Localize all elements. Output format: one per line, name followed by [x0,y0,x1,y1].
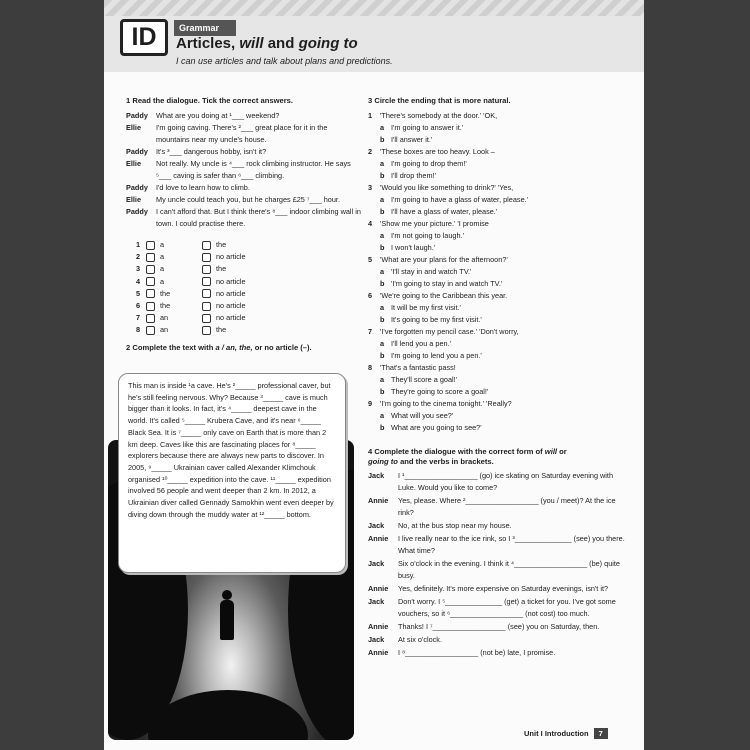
answer-option-a[interactable] [368,338,630,350]
option-b-label: the [216,325,227,335]
question-line [368,110,630,122]
answer-text: I'm going to answer it.' [391,123,464,132]
answer-text: I won't laugh.' [391,243,436,252]
speaker-name: Paddy [126,147,148,156]
option-row [136,300,361,312]
tick-box-b[interactable] [202,253,211,262]
dialogue-text: I can't afford that. But I think there's ⁸___ indoor climbing wall in town. I could practise there. [156,207,361,228]
answer-option-a[interactable] [368,122,630,134]
speaker-name: Paddy [126,111,148,120]
option-number: 1 [136,240,141,250]
tick-box-b[interactable] [202,314,211,323]
heading-part: 4 Complete the dialogue with the correct form of [368,447,545,456]
answer-option-b[interactable] [368,242,630,254]
dialogue-text: I'm going caving. There's ²___ great place for it in the mountains near my uncle's house. [156,123,328,144]
question-line [368,146,630,158]
question-text: 'There's somebody at the door.' 'OK, [380,111,498,120]
dialogue-text: Thanks! I ⁷__________________ (see) you on Saturday, then. [398,622,600,631]
exercise-1-heading: 1 Read the dialogue. Tick the correct answers. [126,96,293,105]
option-letter: a [380,303,385,312]
dialogue-line [126,122,361,146]
question-number: 2 [368,147,373,156]
speaker-name: Annie [368,648,389,657]
option-letter: b [380,387,385,396]
speaker-name: Jack [368,559,385,568]
answer-option-b[interactable] [368,386,630,398]
option-number: 7 [136,313,141,323]
dialogue-line [368,558,630,582]
speaker-name: Jack [368,635,385,644]
dialogue-line [368,583,630,595]
answer-text: I'm going to have a glass of water, please.' [391,195,529,204]
heading-part: or [557,447,567,456]
option-b-label: no article [216,276,246,286]
dialogue-line [126,158,361,182]
tick-box-a[interactable] [146,241,155,250]
question-number: 4 [368,219,373,228]
tick-box-b[interactable] [202,241,211,250]
answer-option-b[interactable] [368,314,630,326]
dialogue-text: It's ³___ dangerous hobby, isn't it? [156,147,267,156]
tick-box-a[interactable] [146,326,155,335]
answer-option-b[interactable] [368,350,630,362]
question-line [368,398,630,410]
question-number: 9 [368,399,373,408]
answer-text: What are you going to see?' [391,423,482,432]
speaker-name: Paddy [126,183,148,192]
answer-option-b[interactable] [368,206,630,218]
dialogue-text: No, at the bus stop near my house. [398,521,512,530]
option-a [146,288,202,300]
exercise-1 [126,95,361,357]
option-b [202,251,246,263]
heading-part: will [544,447,558,456]
option-letter: a [380,159,385,168]
dialogue-line [126,182,361,194]
exercise-1-options [136,239,361,337]
option-b [202,312,246,324]
question-text: 'What are your plans for the afternoon?' [380,255,508,264]
option-b [202,288,246,300]
question-number: 8 [368,363,373,372]
option-row [136,251,361,263]
option-a-label: a [160,240,165,250]
option-b [202,300,246,312]
option-row [136,312,361,324]
option-b [202,239,226,251]
title-part: Articles, [176,35,240,52]
option-letter: b [380,135,385,144]
exercise-2-heading [126,342,361,354]
answer-text: It will be my first visit.' [391,303,461,312]
answer-text: What will you see?' [391,411,454,420]
option-letter: b [380,423,385,432]
page-footer [524,728,608,739]
dialogue-line [368,470,630,494]
option-a-label: a [160,252,165,262]
answer-text: I'll answer it.' [391,135,433,144]
tick-box-b[interactable] [202,277,211,286]
page-subtitle: I can use articles and talk about plans and predictions. [176,56,393,66]
speaker-name: Jack [368,521,385,530]
speaker-name: Annie [368,584,389,593]
title-part: and [263,35,299,52]
tick-box-a[interactable] [146,302,155,311]
dialogue-line [368,647,630,659]
speaker-name: Annie [368,622,389,631]
option-a-label: an [160,325,169,335]
option-b-label: the [216,240,227,250]
option-row [136,239,361,251]
option-b-label: the [216,264,227,274]
answer-text: They're going to score a goal!' [391,387,489,396]
workbook-page [104,0,644,750]
option-row [136,288,361,300]
answer-option-a[interactable] [368,302,630,314]
option-a [146,239,202,251]
answer-text: I'm going to drop them!' [391,159,467,168]
answer-text: I'll have a glass of water, please.' [391,207,498,216]
option-b [202,263,226,275]
tick-box-b[interactable] [202,302,211,311]
option-letter: b [380,207,385,216]
option-letter: b [380,171,385,180]
option-letter: a [380,267,385,276]
option-row [136,276,361,288]
heading-part: and the verbs in brackets. [397,457,494,466]
dialogue-line [126,110,361,122]
dialogue-line [368,596,630,620]
page-title [176,35,358,52]
dialogue-line [368,495,630,519]
speaker-name: Ellie [126,159,142,168]
answer-option-a[interactable] [368,410,630,422]
exercise-3-list [368,110,630,434]
exercise-3-heading: 3 Circle the ending that is more natural. [368,96,511,105]
dialogue-line [368,634,630,646]
dialogue-line [126,146,361,158]
speaker-name: Jack [368,597,385,606]
heading-part: or no article (–). [252,342,312,352]
answer-option-b[interactable] [368,134,630,146]
tick-box-a[interactable] [146,277,155,286]
option-letter: a [380,195,385,204]
option-a-label: the [160,288,171,298]
option-number: 6 [136,301,141,311]
answer-option-b[interactable] [368,170,630,182]
answer-option-b[interactable] [368,422,630,434]
option-b-label: no article [216,301,246,311]
question-text: 'I've forgotten my pencil case.' 'Don't worry, [380,327,519,336]
option-a [146,312,202,324]
option-b [202,276,246,288]
question-text: 'I'm going to the cinema tonight.' 'Really? [380,399,512,408]
speaker-name: Ellie [126,195,142,204]
heading-part: going to [368,457,398,466]
option-letter: b [380,279,385,288]
option-a [146,276,202,288]
exercise-4 [368,447,630,660]
option-a-label: an [160,313,169,323]
option-b [202,324,226,336]
question-line [368,326,630,338]
option-number: 4 [136,276,141,286]
dialogue-line [368,533,630,557]
speaker-name: Annie [368,534,389,543]
dialogue-text: I ⁸__________________ (not be) late, I promise. [398,648,556,657]
option-a-label: the [160,301,171,311]
option-a [146,251,202,263]
section-code-box: ID [120,19,168,56]
option-letter: a [380,123,385,132]
dialogue-line [126,206,361,230]
speaker-name: Jack [368,471,385,480]
option-b-label: no article [216,313,246,323]
question-number: 3 [368,183,373,192]
option-a-label: a [160,276,165,286]
answer-option-a[interactable] [368,194,630,206]
dialogue-text: Not really. My uncle is ⁴___ rock climbing instructor. He says ⁵___ caving is safer than ⁶___ climbing. [156,159,351,180]
answer-text: 'I'll stay in and watch TV.' [391,267,472,276]
dialogue-text: Yes, please. Where ²__________________ (you / meet)? At the ice rink? [398,496,616,517]
tick-box-a[interactable] [146,253,155,262]
option-number: 5 [136,288,141,298]
answer-text: 'I'm going to stay in and watch TV.' [391,279,503,288]
dialogue-text: I ¹__________________ (go) ice skating on Saturday evening with Luke. Would you like to come? [398,471,614,492]
exercise-2-text-box: This man is inside ¹a cave. He's ²_____ professional caver, but he's still feeling nervous. Why? Because ³_____ cave is much bigger than it looks. In fact, it's ⁴_____ deepest cave in the world. It's called ⁵_____ Krubera Cave, and it's near ⁶_____ Black Sea. It is ⁷_____ only cave on Earth that is more than 2 km deep. Caves like this are fascinating places for ⁸_____ explorers because there are always new parts to discover. In 2005, ⁹_____ Ukrainian caver called Alexander Klimchouk organised ¹⁰_____ expedition into the cave. ¹¹_____ expedition involved 56 people and went deeper than 2 km. In 2012, a Ukrainian diver called Gennady Samokhin went even deeper by diving down through the muddy water at ¹²_____ bottom. [118,373,346,573]
question-line [368,254,630,266]
caver-figure [220,600,234,640]
option-number: 2 [136,252,141,262]
dialogue-text: Don't worry. I ⁵______________ (get) a ticket for you. I've got some vouchers, so it ⁶__________________ (not cost) too much. [398,597,616,618]
exercise-1-dialogue [126,110,361,230]
dialogue-text: My uncle could teach you, but he charges £25 ⁷___ hour. [156,195,340,204]
dialogue-text: I live really near to the ice rink, so I ³______________ (see) you there. What time? [398,534,625,555]
question-line [368,290,630,302]
question-text: 'Show me your picture.' 'I promise [380,219,489,228]
question-text: 'We're going to the Caribbean this year. [380,291,508,300]
option-letter: b [380,351,385,360]
tick-box-b[interactable] [202,265,211,274]
question-text: 'Would you like something to drink?' 'Yes, [380,183,514,192]
answer-text: I'm going to lend you a pen.' [391,351,482,360]
tick-box-b[interactable] [202,326,211,335]
option-letter: b [380,315,385,324]
option-letter: a [380,411,385,420]
unit-label: Unit I Introduction [524,729,589,738]
question-line [368,182,630,194]
dialogue-text: At six o'clock. [398,635,442,644]
speaker-name: Annie [368,496,389,505]
speaker-name: Paddy [126,207,148,216]
option-row [136,324,361,336]
option-number: 8 [136,325,141,335]
dialogue-text: What are you doing at ¹___ weekend? [156,111,280,120]
speaker-name: Ellie [126,123,142,132]
question-line [368,362,630,374]
option-a [146,300,202,312]
answer-text: I'm not going to laugh.' [391,231,464,240]
question-number: 6 [368,291,373,300]
option-letter: a [380,375,385,384]
tick-box-a[interactable] [146,289,155,298]
dialogue-line [126,194,361,206]
title-part: will [239,35,264,52]
question-number: 1 [368,111,373,120]
exercise-4-heading [368,447,630,467]
answer-option-a[interactable] [368,230,630,242]
dialogue-text: Yes, definitely. It's more expensive on Saturday evenings, isn't it? [398,584,609,593]
dialogue-line [368,621,630,633]
question-number: 5 [368,255,373,264]
option-a [146,263,202,275]
answer-option-b[interactable] [368,278,630,290]
option-letter: a [380,339,385,348]
option-a-label: a [160,264,165,274]
answer-option-a[interactable] [368,158,630,170]
question-text: 'These boxes are too heavy. Look – [380,147,495,156]
question-number: 7 [368,327,373,336]
dialogue-text: Six o'clock in the evening. I think it ⁴__________________ (be) quite busy. [398,559,620,580]
option-number: 3 [136,264,141,274]
answer-text: They'll score a goal!' [391,375,458,384]
answer-option-a[interactable] [368,374,630,386]
tick-box-b[interactable] [202,289,211,298]
answer-text: I'll drop them!' [391,171,436,180]
answer-option-a[interactable] [368,266,630,278]
exercise-4-dialogue [368,470,630,659]
answer-text: It's going to be my first visit.' [391,315,482,324]
grammar-tag: Grammar [174,20,236,36]
exercise-3 [368,95,630,434]
option-b-label: no article [216,252,246,262]
title-part: going to [298,35,358,52]
page-number: 7 [594,728,608,739]
dialogue-text: I'd love to learn how to climb. [156,183,250,192]
question-text: 'That's a fantastic pass! [380,363,456,372]
heading-part: a / an, the, [215,342,253,352]
option-letter: b [380,243,385,252]
option-b-label: no article [216,288,246,298]
dialogue-line [368,520,630,532]
tick-box-a[interactable] [146,314,155,323]
option-a [146,324,202,336]
question-line [368,218,630,230]
tick-box-a[interactable] [146,265,155,274]
option-letter: a [380,231,385,240]
answer-text: I'll lend you a pen.' [391,339,451,348]
heading-part: 2 Complete the text with [126,342,216,352]
option-row [136,263,361,275]
